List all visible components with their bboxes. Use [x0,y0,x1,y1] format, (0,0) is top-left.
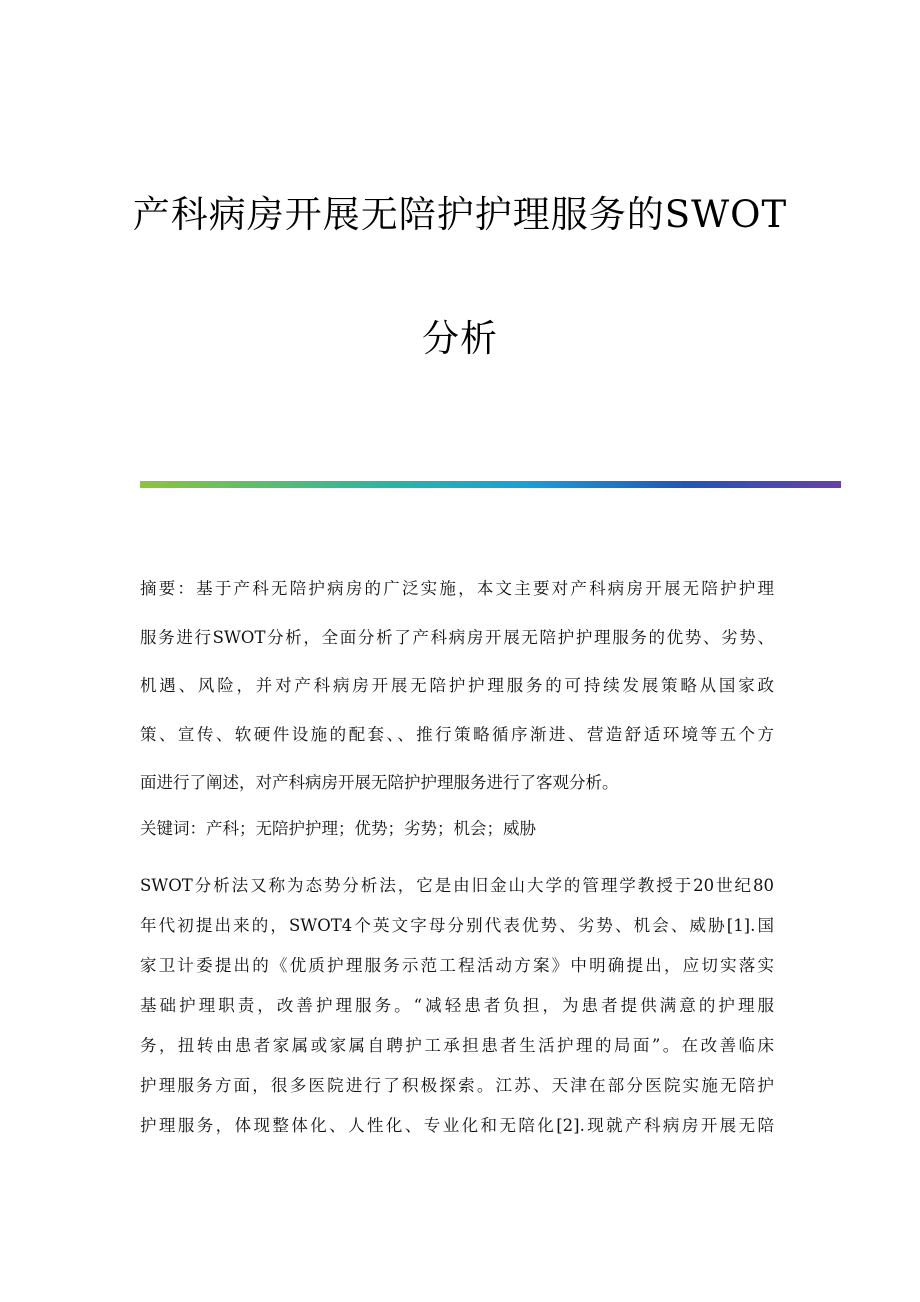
document-title-line-2: 分析 [422,317,498,360]
abstract-line: 服务进行SWOT分析，全面分析了产科病房开展无陪护护理服务的优势、劣势、 [140,627,774,647]
document-title-line-1: 产科病房开展无陪护护理服务的SWOT [132,193,788,236]
body-line: SWOT分析法又称为态势分析法，它是由旧金山大学的管理学教授于20世纪80 [140,876,774,895]
body-line: 务，扭转由患者家属或家属自聘护工承担患者生活护理的局面”。在改善临床 [140,1036,774,1055]
abstract-paragraph [140,565,774,808]
keywords-text: 关键词：产科；无陪护护理；优势；劣势；机会；威胁 [140,819,536,838]
keywords-line [140,812,774,846]
body-line: 年代初提出来的，SWOT4个英文字母分别代表优势、劣势、机会、威胁[1].国 [140,916,774,935]
gradient-divider [140,481,841,488]
body-line: 基础护理职责，改善护理服务。“减轻患者负担，为患者提供满意的护理服 [140,996,774,1015]
body-line: 护理服务方面，很多医院进行了积极探索。江苏、天津在部分医院实施无陪护 [140,1076,774,1095]
abstract-line: 面进行了阐述，对产科病房开展无陪护护理服务进行了客观分析。 [140,773,619,792]
abstract-line: 机遇、风险，并对产科病房开展无陪护护理服务的可持续发展策略从国家政 [140,676,774,695]
body-paragraph [140,866,774,1146]
body-line: 家卫计委提出的《优质护理服务示范工程活动方案》中明确提出，应切实落实 [140,956,774,975]
body-line: 护理服务，体现整体化、人性化、专业化和无陪化[2].现就产科病房开展无陪 [140,1116,774,1135]
abstract-line: 摘要：基于产科无陪护病房的广泛实施，本文主要对产科病房开展无陪护护理 [140,579,774,598]
abstract-line: 策、宣传、软硬件设施的配套、、推行策略循序渐进、营造舒适环境等五个方 [140,724,774,744]
